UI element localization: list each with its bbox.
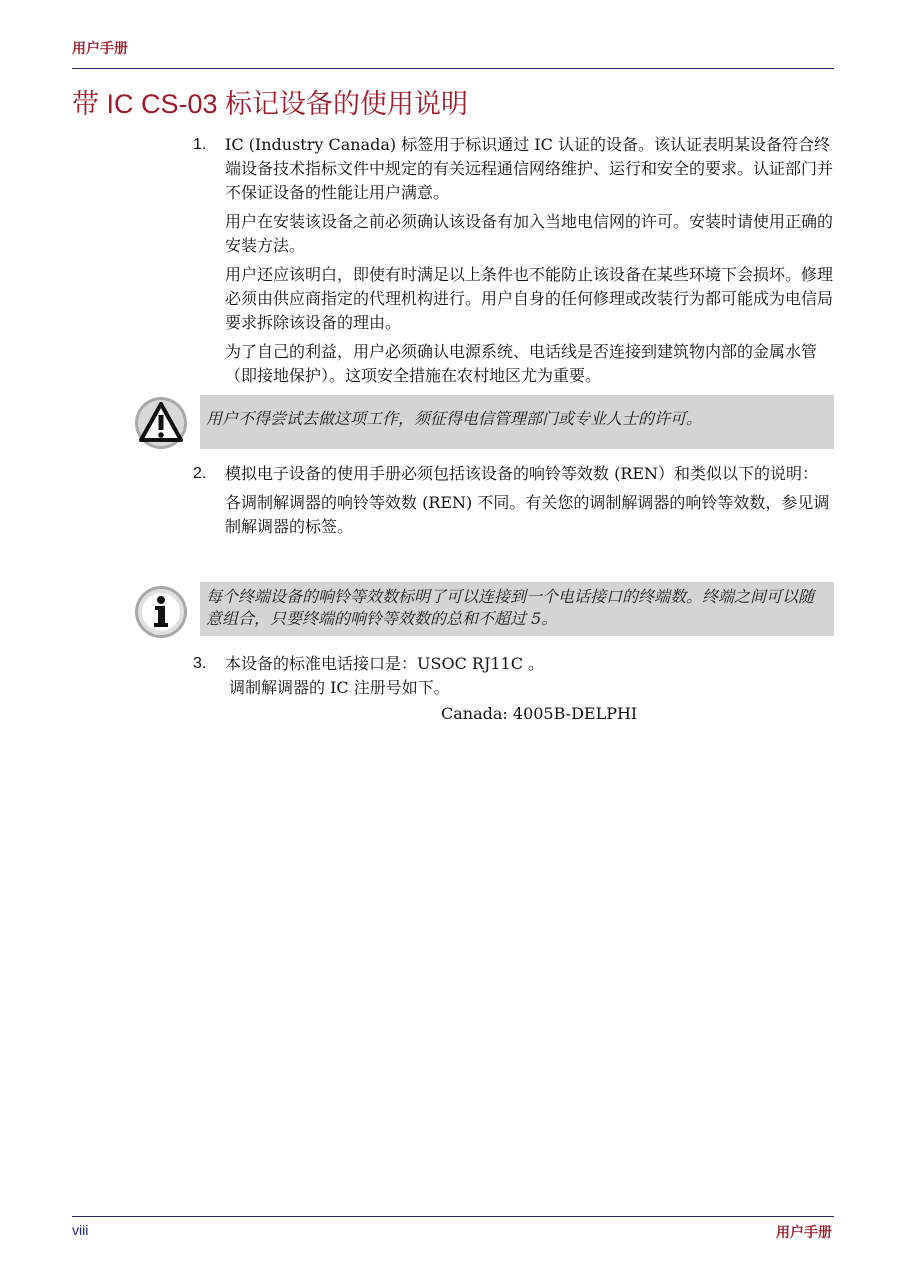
paragraph: 调制解调器的 IC 注册号如下。 <box>229 678 450 697</box>
paragraph: 用户在安装该设备之前必须确认该设备有加入当地电信网的许可。安装时请使用正确的安装方法。 <box>225 212 834 255</box>
paragraph: IC (Industry Canada) 标签用于标识通过 IC 认证的设备。该认证表明某设备符合终端设备技术指标文件中规定的有关远程通信网络维护、运行和安全的要求。认证部门并不保证设备的性能让用户满意。 <box>225 135 834 202</box>
warning-note <box>200 395 834 449</box>
info-note <box>200 582 834 636</box>
warning-triangle-icon <box>134 396 188 450</box>
paragraph: 各调制解调器的响铃等效数 (REN) 不同。有关您的调制解调器的响铃等效数，参见调制解调器的标签。 <box>225 493 830 536</box>
registration-number: Canada: 4005B-DELPHI <box>441 704 638 723</box>
page-number: viii <box>72 1222 89 1238</box>
page-title: 带 IC CS-03 标记设备的使用说明 <box>72 89 469 119</box>
list-item-2 <box>193 462 833 544</box>
item-number: 3. <box>193 655 207 672</box>
list-item-1 <box>193 133 833 393</box>
info-icon <box>134 585 188 639</box>
paragraph: 用户还应该明白，即使有时满足以上条件也不能防止该设备在某些环境下会损坏。修理必须由供应商指定的代理机构进行。用户自身的任何修理或改装行为都可能成为电信局要求拆除该设备的理由。 <box>225 265 834 332</box>
footer-rule <box>72 1216 834 1217</box>
header-rule <box>72 68 834 69</box>
item-number: 1. <box>193 136 207 153</box>
footer-label: 用户手册 <box>776 1224 832 1240</box>
info-note-text: 每个终端设备的响铃等效数标明了可以连接到一个电话接口的终端数。终端之间可以随意组合，只要终端的响铃等效数的总和不超过 5。 <box>206 587 815 628</box>
warning-note-text: 用户不得尝试去做这项工作，须征得电信管理部门或专业人士的许可。 <box>206 409 703 428</box>
header-label: 用户手册 <box>72 40 128 56</box>
paragraph: 为了自己的利益，用户必须确认电源系统、电话线是否连接到建筑物内部的金属水管 （即接地保护）。这项安全措施在农村地区尤为重要。 <box>225 342 818 385</box>
paragraph: 模拟电子设备的使用手册必须包括该设备的响铃等效数 (REN）和类似以下的说明： <box>225 464 819 483</box>
item-number: 2. <box>193 465 207 482</box>
list-item-3 <box>193 652 833 700</box>
paragraph: 本设备的标准电话接口是：USOC RJ11C 。 <box>225 654 545 673</box>
